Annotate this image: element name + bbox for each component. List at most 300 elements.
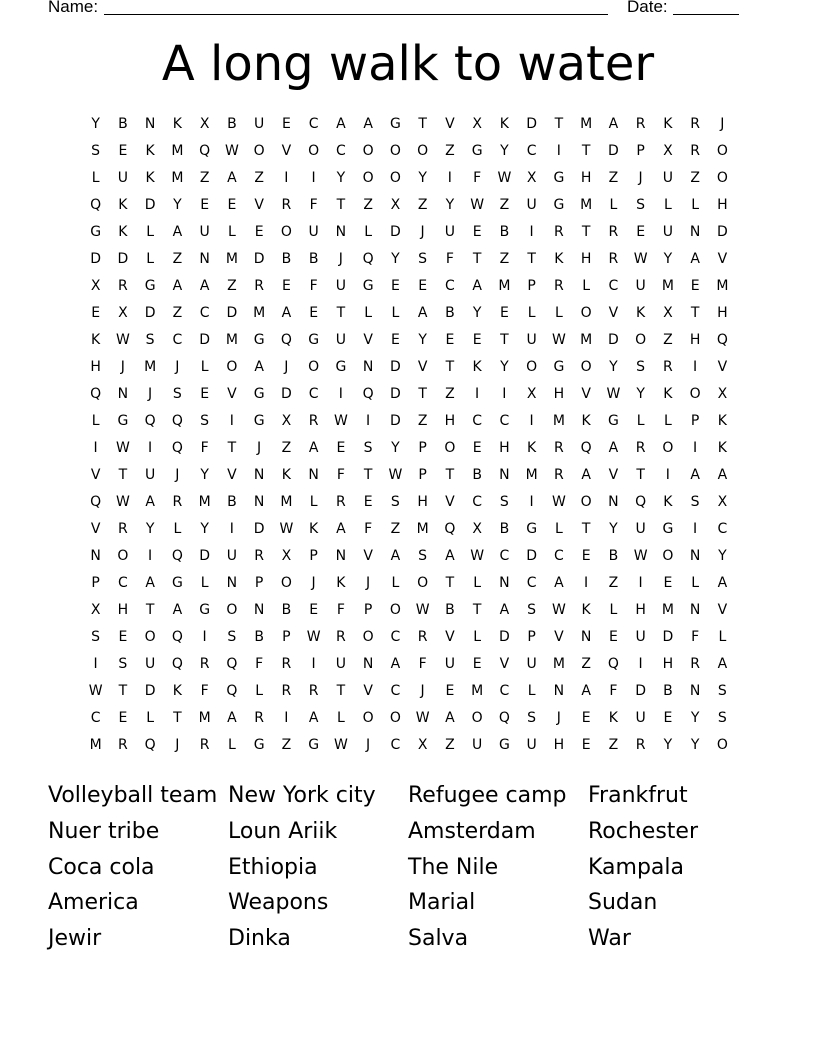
grid-letter: E xyxy=(390,278,400,294)
grid-letter: R xyxy=(172,494,183,510)
grid-row xyxy=(82,411,736,438)
grid-letter: X xyxy=(417,737,428,753)
grid-letter: J xyxy=(284,359,289,375)
grid-letter: C xyxy=(526,575,537,591)
grid-letter: R xyxy=(663,359,673,375)
grid-letter: I xyxy=(148,548,153,564)
grid-letter: K xyxy=(499,116,509,132)
grid-letter: H xyxy=(662,656,674,672)
word-bank-item: Dinka xyxy=(228,926,291,952)
grid-letter: E xyxy=(227,197,237,213)
word-bank-item: Rochester xyxy=(588,818,698,844)
grid-letter: I xyxy=(693,359,698,375)
grid-letter: J xyxy=(556,710,561,726)
grid-letter: C xyxy=(472,494,483,510)
grid-letter: O xyxy=(226,602,238,618)
grid-letter: A xyxy=(254,359,264,375)
grid-letter: R xyxy=(554,467,564,483)
grid-letter: W xyxy=(551,602,566,618)
grid-letter: R xyxy=(281,197,292,213)
grid-letter: R xyxy=(199,737,210,753)
grid-letter: I xyxy=(93,440,98,456)
grid-letter: B xyxy=(254,629,264,645)
grid-letter: T xyxy=(418,116,427,132)
grid-letter: U xyxy=(662,224,673,240)
grid-letter: B xyxy=(281,251,292,267)
word-bank-item: Ethiopia xyxy=(228,854,318,880)
grid-row xyxy=(82,141,736,168)
grid-letter: Z xyxy=(417,413,428,429)
name-label: Name: xyxy=(48,0,99,16)
grid-letter: M xyxy=(552,656,565,672)
grid-letter: F xyxy=(336,467,345,483)
grid-letter: G xyxy=(144,278,156,294)
date-field-line[interactable] xyxy=(673,0,739,15)
grid-letter: N xyxy=(117,386,129,402)
grid-letter: I xyxy=(638,575,643,591)
grid-letter: T xyxy=(145,602,155,618)
grid-letter: T xyxy=(445,467,455,483)
grid-letter: F xyxy=(473,170,482,186)
grid-row xyxy=(82,492,736,519)
grid-letter: L xyxy=(691,197,700,213)
grid-letter: Z xyxy=(499,251,510,267)
grid-letter: A xyxy=(308,710,319,726)
grid-letter: L xyxy=(663,413,672,429)
grid-letter: I xyxy=(693,521,698,537)
grid-letter: N xyxy=(608,494,619,510)
grid-letter: F xyxy=(418,656,427,672)
word-bank-item: Frankfrut xyxy=(588,783,688,808)
grid-letter: C xyxy=(444,278,455,294)
grid-letter: T xyxy=(581,224,591,240)
grid-letter: I xyxy=(529,413,534,429)
grid-letter: M xyxy=(171,170,184,186)
grid-row xyxy=(82,303,736,330)
grid-letter: V xyxy=(281,143,292,159)
grid-row xyxy=(82,600,736,627)
grid-letter: X xyxy=(663,305,673,321)
grid-letter: A xyxy=(281,305,292,321)
grid-letter: D xyxy=(662,629,674,645)
grid-letter: Y xyxy=(200,467,209,483)
grid-letter: M xyxy=(525,467,538,483)
grid-letter: S xyxy=(200,413,210,429)
grid-letter: L xyxy=(200,359,209,375)
grid-letter: P xyxy=(418,440,427,456)
grid-letter: Y xyxy=(391,251,400,267)
grid-letter: O xyxy=(444,440,456,456)
grid-letter: V xyxy=(363,548,373,564)
grid-letter: L xyxy=(718,629,727,645)
grid-letter: C xyxy=(499,548,510,564)
grid-letter: V xyxy=(363,332,373,348)
grid-letter: D xyxy=(253,521,265,537)
grid-letter: Z xyxy=(499,197,510,213)
grid-letter: O xyxy=(280,575,292,591)
grid-letter: E xyxy=(581,548,591,564)
grid-letter: I xyxy=(148,440,153,456)
grid-letter: D xyxy=(199,548,211,564)
grid-letter: Y xyxy=(690,737,700,753)
grid-letter: F xyxy=(609,683,618,699)
grid-letter: S xyxy=(636,359,646,375)
grid-letter: S xyxy=(527,602,537,618)
grid-row xyxy=(82,249,736,276)
grid-letter: Y xyxy=(718,548,727,564)
grid-letter: L xyxy=(364,305,373,321)
grid-letter: U xyxy=(226,548,237,564)
grid-letter: K xyxy=(608,710,618,726)
grid-letter: E xyxy=(363,494,373,510)
word-bank-item: The Nile xyxy=(408,854,499,880)
grid-letter: A xyxy=(336,116,346,132)
grid-letter: R xyxy=(690,143,700,159)
grid-letter: O xyxy=(362,629,374,645)
grid-letter: H xyxy=(553,386,565,402)
grid-letter: E xyxy=(281,116,291,132)
grid-letter: M xyxy=(580,116,593,132)
grid-letter: L xyxy=(91,170,100,186)
grid-letter: G xyxy=(253,332,265,348)
grid-letter: C xyxy=(308,116,319,132)
grid-letter: T xyxy=(118,467,128,483)
grid-letter: E xyxy=(309,602,319,618)
grid-letter: J xyxy=(338,251,343,267)
name-field-line[interactable] xyxy=(104,0,608,15)
grid-letter: T xyxy=(472,602,482,618)
grid-letter: L xyxy=(527,305,536,321)
grid-letter: J xyxy=(120,359,125,375)
grid-letter: K xyxy=(527,440,537,456)
grid-letter: F xyxy=(445,251,454,267)
grid-letter: P xyxy=(527,278,536,294)
grid-letter: Q xyxy=(607,656,619,672)
grid-letter: V xyxy=(499,656,510,672)
grid-letter: F xyxy=(309,278,318,294)
grid-letter: L xyxy=(582,278,591,294)
grid-letter: E xyxy=(581,710,591,726)
grid-letter: N xyxy=(253,494,265,510)
grid-letter: L xyxy=(527,683,536,699)
grid-letter: W xyxy=(551,494,566,510)
grid-letter: G xyxy=(253,413,265,429)
grid-letter: X xyxy=(90,278,101,294)
grid-letter: Y xyxy=(609,521,618,537)
grid-letter: O xyxy=(308,359,320,375)
grid-letter: X xyxy=(717,386,728,402)
grid-letter: T xyxy=(336,683,346,699)
grid-letter: E xyxy=(118,710,128,726)
grid-letter: L xyxy=(636,413,645,429)
grid-letter: T xyxy=(527,251,536,267)
grid-letter: I xyxy=(502,386,507,402)
grid-letter: O xyxy=(389,602,401,618)
grid-letter: J xyxy=(175,737,180,753)
grid-letter: F xyxy=(364,521,373,537)
grid-letter: S xyxy=(145,332,155,348)
grid-letter: U xyxy=(526,737,537,753)
grid-letter: M xyxy=(89,737,102,753)
grid-letter: M xyxy=(225,332,238,348)
grid-letter: K xyxy=(663,494,673,510)
grid-letter: D xyxy=(199,332,211,348)
grid-letter: S xyxy=(636,197,646,213)
grid-letter: C xyxy=(390,683,401,699)
grid-letter: R xyxy=(281,656,292,672)
grid-letter: L xyxy=(691,575,700,591)
grid-letter: R xyxy=(118,521,128,537)
grid-letter: V xyxy=(608,467,619,483)
grid-letter: E xyxy=(608,629,618,645)
grid-row xyxy=(82,465,736,492)
grid-letter: R xyxy=(254,710,264,726)
grid-letter: L xyxy=(173,521,182,537)
grid-letter: R xyxy=(417,629,428,645)
grid-letter: L xyxy=(391,305,400,321)
grid-letter: G xyxy=(308,737,320,753)
grid-letter: A xyxy=(145,575,155,591)
grid-letter: Z xyxy=(172,305,183,321)
grid-letter: U xyxy=(635,521,646,537)
grid-letter: M xyxy=(661,278,674,294)
grid-letter: G xyxy=(253,386,265,402)
grid-letter: L xyxy=(473,629,482,645)
grid-letter: M xyxy=(198,494,211,510)
grid-letter: S xyxy=(172,386,182,402)
grid-letter: K xyxy=(336,575,346,591)
grid-letter: R xyxy=(690,656,700,672)
grid-letter: A xyxy=(608,440,619,456)
grid-letter: F xyxy=(200,683,209,699)
grid-letter: P xyxy=(254,575,264,591)
grid-letter: E xyxy=(472,656,482,672)
grid-letter: E xyxy=(445,332,455,348)
grid-letter: E xyxy=(472,332,482,348)
grid-letter: O xyxy=(226,359,238,375)
grid-letter: K xyxy=(663,386,673,402)
grid-letter: T xyxy=(500,332,509,348)
grid-letter: R xyxy=(336,629,346,645)
grid-letter: H xyxy=(717,197,728,213)
grid-letter: H xyxy=(580,170,592,186)
grid-letter: A xyxy=(717,656,728,672)
grid-letter: E xyxy=(281,278,291,294)
grid-letter: R xyxy=(308,683,319,699)
grid-letter: V xyxy=(445,494,455,510)
grid-letter: A xyxy=(581,467,591,483)
grid-letter: E xyxy=(690,278,700,294)
word-bank-item: Weapons xyxy=(228,890,329,916)
grid-letter: Z xyxy=(417,197,428,213)
grid-letter: A xyxy=(472,278,482,294)
grid-letter: J xyxy=(420,224,425,240)
grid-letter: A xyxy=(172,224,183,240)
grid-letter: U xyxy=(526,197,537,213)
grid-letter: W xyxy=(415,602,430,618)
grid-letter: N xyxy=(499,467,510,483)
grid-letter: B xyxy=(281,602,292,618)
grid-letter: C xyxy=(526,143,537,159)
grid-letter: N xyxy=(689,602,701,618)
grid-letter: R xyxy=(554,440,564,456)
grid-letter: B xyxy=(308,251,319,267)
grid-letter: K xyxy=(717,413,727,429)
grid-letter: A xyxy=(390,548,401,564)
grid-letter: O xyxy=(635,332,647,348)
grid-letter: U xyxy=(526,332,537,348)
grid-letter: W xyxy=(633,251,648,267)
grid-letter: Q xyxy=(90,386,102,402)
grid-letter: A xyxy=(145,494,155,510)
grid-letter: R xyxy=(635,737,646,753)
grid-letter: V xyxy=(363,683,373,699)
grid-letter: O xyxy=(580,305,592,321)
grid-letter: H xyxy=(499,440,510,456)
grid-letter: Z xyxy=(281,737,292,753)
grid-letter: B xyxy=(445,602,455,618)
grid-letter: B xyxy=(445,305,455,321)
grid-letter: A xyxy=(581,683,591,699)
date-label: Date: xyxy=(627,0,668,16)
grid-letter: F xyxy=(309,197,318,213)
grid-letter: E xyxy=(309,305,319,321)
grid-letter: Q xyxy=(171,413,183,429)
grid-letter: L xyxy=(146,710,155,726)
grid-letter: L xyxy=(473,575,482,591)
grid-letter: T xyxy=(227,440,237,456)
grid-letter: R xyxy=(118,278,128,294)
grid-letter: V xyxy=(554,629,564,645)
grid-letter: O xyxy=(417,143,429,159)
grid-letter: S xyxy=(91,143,101,159)
grid-letter: Q xyxy=(280,332,292,348)
word-bank-item: Sudan xyxy=(588,890,658,916)
grid-letter: O xyxy=(144,629,156,645)
grid-letter: J xyxy=(148,386,153,402)
grid-letter: V xyxy=(445,116,455,132)
grid-letter: R xyxy=(554,278,564,294)
grid-letter: A xyxy=(554,575,564,591)
grid-letter: Q xyxy=(144,413,156,429)
grid-letter: K xyxy=(145,143,155,159)
grid-letter: T xyxy=(554,116,564,132)
grid-letter: U xyxy=(662,170,673,186)
grid-letter: O xyxy=(417,575,429,591)
grid-letter: G xyxy=(90,224,102,240)
grid-letter: E xyxy=(254,224,264,240)
grid-letter: X xyxy=(281,548,292,564)
grid-letter: U xyxy=(635,629,646,645)
grid-letter: Y xyxy=(500,359,509,375)
grid-letter: X xyxy=(663,143,673,159)
grid-letter: Q xyxy=(171,629,183,645)
grid-letter: K xyxy=(172,683,182,699)
grid-letter: J xyxy=(366,575,371,591)
grid-letter: Z xyxy=(608,737,619,753)
grid-letter: N xyxy=(144,116,156,132)
grid-letter: G xyxy=(471,143,483,159)
word-bank-item: Nuer tribe xyxy=(48,818,160,844)
grid-letter: D xyxy=(144,197,156,213)
grid-letter: Y xyxy=(91,116,100,132)
grid-letter: D xyxy=(389,386,401,402)
grid-letter: I xyxy=(284,710,289,726)
grid-letter: A xyxy=(172,602,183,618)
grid-letter: L xyxy=(391,575,400,591)
grid-letter: V xyxy=(608,305,619,321)
grid-letter: X xyxy=(526,170,537,186)
grid-letter: S xyxy=(118,656,128,672)
grid-letter: H xyxy=(553,737,565,753)
grid-letter: O xyxy=(362,143,374,159)
grid-letter: H xyxy=(117,602,129,618)
grid-letter: R xyxy=(635,440,646,456)
grid-letter: Y xyxy=(663,737,673,753)
grid-letter: A xyxy=(308,440,319,456)
grid-letter: J xyxy=(638,170,643,186)
grid-letter: Y xyxy=(636,386,645,402)
grid-letter: G xyxy=(117,413,129,429)
word-bank-item: Coca cola xyxy=(48,854,155,880)
page-title: A long walk to water xyxy=(161,36,655,92)
grid-letter: I xyxy=(556,143,561,159)
grid-letter: M xyxy=(416,521,429,537)
grid-row xyxy=(82,627,736,654)
grid-letter: U xyxy=(635,710,646,726)
grid-letter: T xyxy=(363,467,373,483)
grid-row xyxy=(82,708,736,735)
grid-letter: Q xyxy=(90,197,102,213)
grid-letter: Z xyxy=(445,143,455,159)
grid-row xyxy=(82,222,736,249)
grid-row xyxy=(82,114,736,141)
grid-letter: W xyxy=(606,386,621,402)
grid-letter: O xyxy=(580,359,592,375)
grid-letter: U xyxy=(526,656,537,672)
grid-letter: O xyxy=(389,170,401,186)
grid-letter: P xyxy=(309,548,318,564)
grid-letter: A xyxy=(608,116,619,132)
word-bank-item: America xyxy=(48,890,139,916)
grid-letter: G xyxy=(389,116,401,132)
grid-letter: L xyxy=(146,224,155,240)
grid-letter: L xyxy=(146,251,155,267)
grid-letter: U xyxy=(145,656,156,672)
grid-letter: D xyxy=(226,305,238,321)
grid-letter: I xyxy=(366,413,371,429)
grid-letter: G xyxy=(553,197,565,213)
grid-letter: E xyxy=(581,737,591,753)
grid-letter: X xyxy=(90,602,101,618)
grid-letter: O xyxy=(662,548,674,564)
grid-letter: K xyxy=(145,170,155,186)
grid-letter: R xyxy=(608,251,619,267)
grid-letter: G xyxy=(253,737,265,753)
grid-letter: J xyxy=(311,575,316,591)
grid-letter: K xyxy=(554,251,564,267)
word-bank-item: Jewir xyxy=(48,926,102,952)
grid-letter: Q xyxy=(144,737,156,753)
grid-letter: Q xyxy=(199,143,211,159)
grid-letter: A xyxy=(445,710,455,726)
grid-letter: I xyxy=(338,386,343,402)
grid-letter: S xyxy=(717,710,727,726)
grid-letter: Z xyxy=(227,278,237,294)
grid-letter: U xyxy=(199,224,210,240)
grid-letter: D xyxy=(607,332,619,348)
grid-letter: W xyxy=(497,170,512,186)
